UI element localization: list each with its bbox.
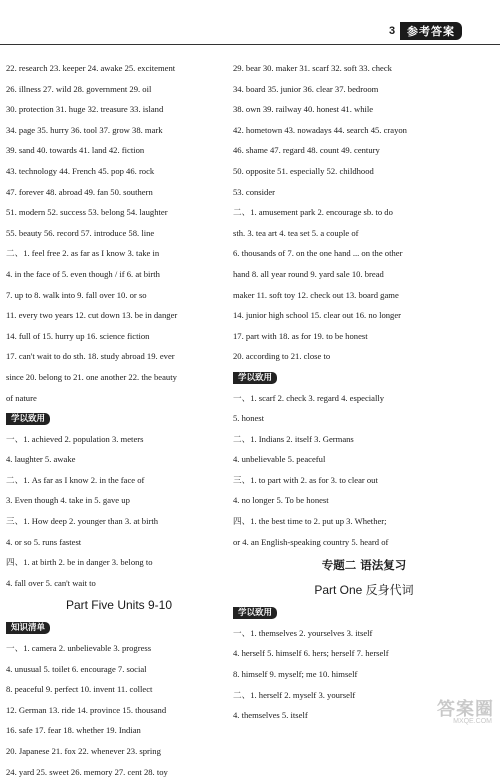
part-five-heading: Part Five Units 9-10 [65, 598, 173, 613]
answer-line: 4. unusual 5. toilet 6. encourage 7. social [6, 663, 147, 674]
answer-line: 5. honest [233, 413, 265, 424]
answer-line: 7. up to 8. walk into 9. fall over 10. or so [6, 289, 147, 300]
answer-line: 34. board 35. junior 36. clear 37. bedroom [233, 83, 379, 94]
answer-line: 14. junior high school 15. clear out 16. no longer [233, 310, 402, 321]
answer-line: 4. unbelievable 5. peaceful [233, 454, 326, 465]
left-list-lines [6, 638, 232, 782]
answer-line: of nature [6, 392, 37, 403]
answer-line: 二、1. amusement park 2. encourage sb. to do [233, 207, 393, 218]
answer-line: 8. himself 9. myself; me 10. himself [233, 669, 358, 680]
answer-line: 四、1. at birth 2. be in danger 3. belong to [6, 557, 153, 568]
answer-line: maker 11. soft toy 12. check out 13. board game [233, 289, 399, 300]
answer-line: 4. fall over 5. can't wait to [6, 577, 96, 588]
answer-line: sth. 3. tea art 4. tea set 5. a couple of [233, 227, 359, 238]
answer-line: 38. own 39. railway 40. honest 41. while [233, 104, 374, 115]
left-apply-lines [6, 429, 232, 594]
answer-line: 4. or so 5. runs fastest [6, 536, 82, 547]
answer-line: 42. hometown 43. nowadays 44. search 45. crayon [233, 124, 407, 135]
answer-line: 8. peaceful 9. perfect 10. invent 11. collect [6, 684, 153, 695]
answer-line: 12. German 13. ride 14. province 15. thousand [6, 704, 167, 715]
answer-line: 20. Japanese 21. fox 22. whenever 23. spring [6, 746, 161, 756]
answer-line: 三、1. How deep 2. younger than 3. at birth [6, 516, 159, 527]
answer-line: 4. laughter 5. awake [6, 454, 76, 465]
section-label-apply: 学以致用 [6, 413, 50, 425]
answer-line: 43. technology 44. French 45. pop 46. rock [6, 165, 155, 176]
answer-line: 16. safe 17. fear 18. whether 19. Indian [6, 725, 141, 736]
answer-line: 二、1. Indians 2. itself 3. Germans [233, 433, 354, 444]
left-vocab-lines [6, 58, 232, 408]
answer-line: 29. bear 30. maker 31. scarf 32. soft 33. check [233, 63, 392, 73]
answer-line: 24. yard 25. sweet 26. memory 27. cent 28. toy [6, 766, 168, 777]
answer-line: 3. Even though 4. take in 5. gave up [6, 495, 130, 506]
answer-line: since 20. belong to 21. one another 22. the beauty [6, 371, 177, 382]
section-label-row [6, 617, 232, 638]
answer-line: 二、1. feel free 2. as far as I know 3. take in [6, 248, 160, 259]
watermark-url: MXQE.COM [453, 718, 492, 725]
section-label-row [6, 408, 232, 429]
answer-line: 4. in the face of 5. even though / if 6. at birth [6, 268, 160, 279]
answer-line: 26. illness 27. wild 28. government 29. oil [6, 83, 152, 94]
answer-line: 4. themselves 5. itself [233, 710, 308, 721]
section-label-list: 知识清单 [6, 622, 50, 634]
section-label-row [233, 602, 495, 623]
answer-line: 11. every two years 12. cut down 13. be in danger [6, 310, 178, 321]
answer-line: 34. page 35. hurry 36. tool 37. grow 38. mark [6, 124, 163, 135]
answer-line: 20. according to 21. close to [233, 351, 331, 362]
answer-line: 14. full of 15. hurry up 16. science fiction [6, 330, 150, 341]
answer-line: 17. part with 18. as for 19. to be honest [233, 330, 368, 341]
right-vocab-lines [233, 58, 495, 367]
watermark-logo: 答案圈 [437, 699, 494, 720]
answer-line: 47. forever 48. abroad 49. fan 50. southern [6, 186, 153, 197]
section-label-apply: 学以致用 [233, 607, 277, 619]
left-column [6, 58, 232, 782]
answer-line: 51. modern 52. success 53. belong 54. laughter [6, 207, 168, 218]
answer-key-title: 参考答案 [400, 22, 462, 40]
answer-line: 二、1. As far as I know 2. in the face of [6, 474, 145, 485]
answer-line: 6. thousands of 7. on the one hand ... on the other [233, 248, 403, 259]
page-number: 3 [388, 25, 396, 37]
section-label-row [233, 367, 495, 388]
section-label-apply: 学以致用 [233, 372, 277, 384]
answer-line: 4. herself 5. himself 6. hers; herself 7. herself [233, 648, 389, 659]
answer-line: 一、1. scarf 2. check 3. regard 4. especially [233, 392, 385, 403]
answer-line: 53. consider [233, 186, 276, 197]
answer-line: 4. no longer 5. To be honest [233, 495, 329, 506]
header-rule [0, 44, 500, 45]
right-apply-lines [233, 388, 495, 553]
answer-line: 二、1. herself 2. myself 3. yourself [233, 689, 356, 700]
answer-line: hand 8. all year round 9. yard sale 10. bread [233, 268, 384, 279]
answer-line: 一、1. achieved 2. population 3. meters [6, 433, 144, 444]
answer-line: 一、1. camera 2. unbelievable 3. progress [6, 643, 152, 654]
answer-line: 17. can't wait to do sth. 18. study abroad 19. ever [6, 351, 175, 362]
page-header [384, 22, 462, 40]
answer-line: 一、1. themselves 2. yourselves 3. itself [233, 627, 373, 638]
answer-line: 22. research 23. keeper 24. awake 25. excitement [6, 63, 176, 73]
answer-line: 30. protection 31. huge 32. treasure 33. island [6, 104, 164, 115]
answer-line: 55. beauty 56. record 57. introduce 58. line [6, 227, 155, 238]
topic-two-heading: 专题二 语法复习 [321, 558, 407, 573]
answer-line: 三、1. to part with 2. as for 3. to clear out [233, 474, 378, 485]
answer-line: 50. opposite 51. especially 52. childhood [233, 165, 374, 176]
answer-line: or 4. an English-speaking country 5. heard of [233, 536, 389, 547]
right-column [233, 58, 495, 726]
answer-line: 46. shame 47. regard 48. count 49. century [233, 145, 380, 156]
answer-line: 四、1. the best time to 2. put up 3. Whether; [233, 516, 387, 527]
answer-line: 39. sand 40. towards 41. land 42. fiction [6, 145, 145, 156]
part-one-heading: Part One 反身代词 [314, 583, 414, 598]
